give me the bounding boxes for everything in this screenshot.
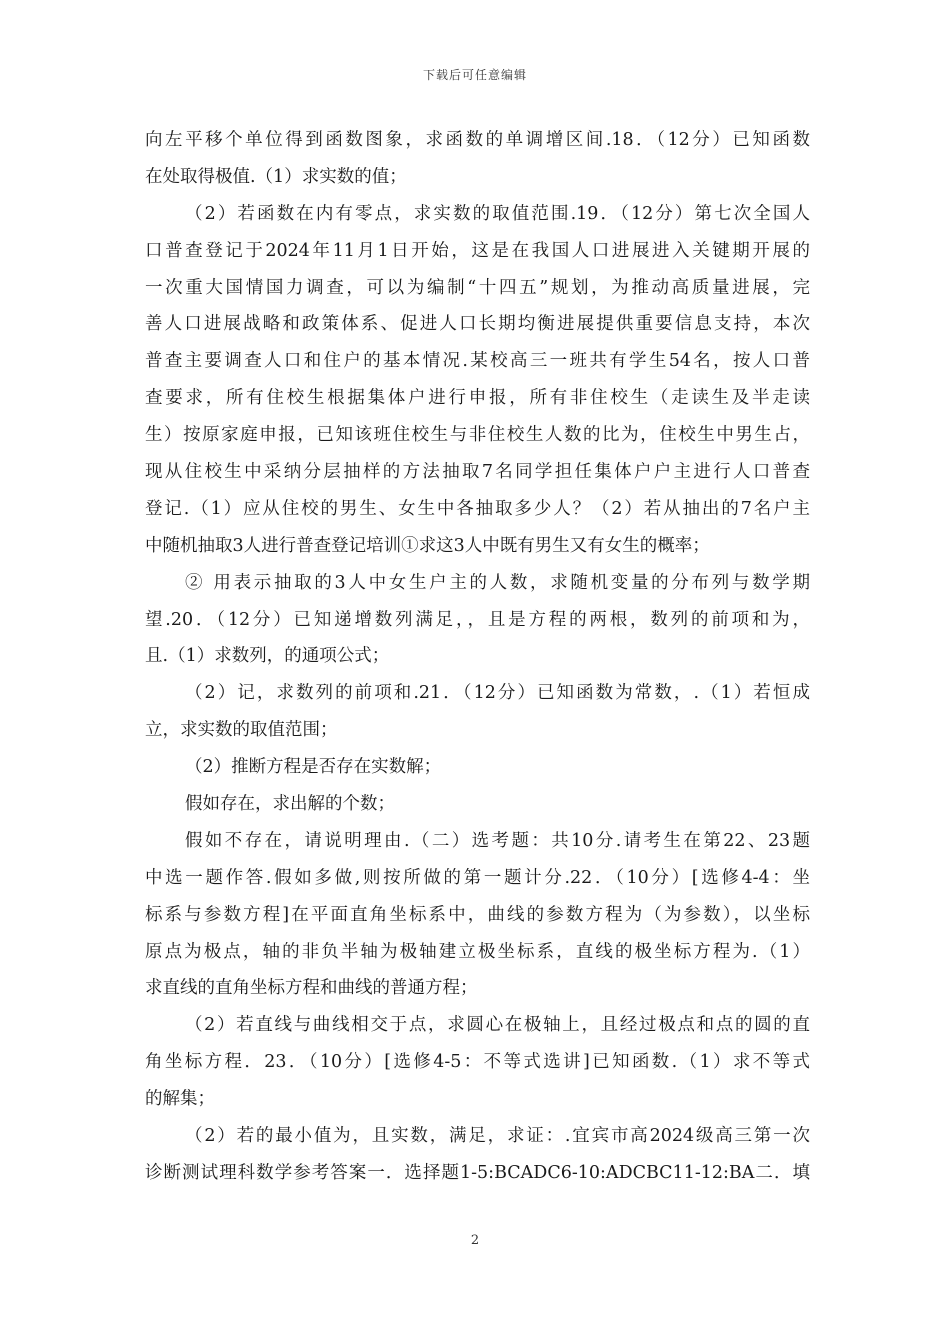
text-line: （2）若直线与曲线相交于点，求圆心在极轴上，且经过极点和点的圆的直	[185, 1015, 810, 1036]
text-line: （2）若函数在内有零点，求实数的取值范围.19．（12分）第七次全国人	[185, 203, 810, 224]
document-body	[145, 122, 810, 1192]
text-line: ② 用表示抽取的3人中女生户主的人数，求随机变量的分布列与数学期	[185, 572, 810, 593]
text-line: 普查主要调查人口和住户的基本情况.某校高三一班共有学生54名，按人口普	[145, 351, 810, 372]
text-line: 假如不存在，请说明理由.（二）选考题：共10分.请考生在第22、23题	[185, 830, 810, 851]
text-line: 善人口进展战略和政策体系、促进人口长期均衡进展提供重要信息支持，本次	[145, 314, 810, 335]
text-line: 向左平移个单位得到函数图象，求函数的单调增区间.18．（12分）已知函数	[145, 130, 810, 150]
page-header: 下载后可任意编辑	[422, 68, 527, 82]
text-line: 的解集；	[145, 1089, 215, 1110]
text-line: 口普查登记于2024年11月1日开始，这是在我国人口进展进入关键期开展的	[145, 240, 810, 261]
text-line: 登记.（1）应从住校的男生、女生中各抽取多少人？（2）若从抽出的7名户主	[145, 498, 810, 519]
text-line: 中选一题作答.假如多做,则按所做的第一题计分.22．（10分）[选修4-4：坐	[145, 867, 810, 888]
text-line: 生）按原家庭申报，已知该班住校生与非住校生人数的比为，住校生中男生占，	[145, 425, 810, 446]
text-line: 假如存在，求出解的个数；	[185, 794, 395, 815]
text-line: 原点为极点，轴的非负半轴为极轴建立极坐标系，直线的极坐标方程为.（1）	[145, 941, 810, 962]
text-line: 角坐标方程．23．（10分）[选修4-5：不等式选讲]已知函数.（1）求不等式	[145, 1052, 810, 1073]
text-line: 查要求，所有住校生根据集体户进行申报，所有非住校生（走读生及半走读	[145, 388, 810, 409]
text-line: 在处取得极值.（1）求实数的值；	[145, 166, 407, 187]
text-line: 求直线的直角坐标方程和曲线的普通方程；	[145, 978, 478, 999]
text-line: 中随机抽取3人进行普查登记培训①求这3人中既有男生又有女生的概率；	[145, 535, 710, 556]
text-line: 一次重大国情国力调查，可以为编制“十四五”规划，为推动高质量进展，完	[145, 277, 810, 298]
page-number: 2	[470, 1233, 480, 1248]
text-line: 标系与参数方程]在平面直角坐标系中，曲线的参数方程为（为参数），以坐标	[145, 904, 810, 925]
text-line: 望.20．（12分）已知递增数列满足，，且是方程的两根，数列的前项和为，	[145, 609, 810, 630]
text-line: 现从住校生中采纳分层抽样的方法抽取7名同学担任集体户户主进行人口普查	[145, 462, 810, 483]
text-line: （2）记，求数列的前项和.21．（12分）已知函数为常数，.（1）若恒成	[185, 683, 810, 704]
text-line: 诊断测试理科数学参考答案一．选择题1-5:BCADC6-10:ADCBC11-12:BA二．填	[145, 1162, 810, 1183]
text-line: 立，求实数的取值范围；	[145, 720, 338, 741]
text-line: 且.（1）求数列，的通项公式；	[145, 646, 390, 667]
text-line: （2）若的最小值为，且实数，满足，求证：.宜宾市高2024级高三第一次	[185, 1126, 810, 1147]
text-line: （2）推断方程是否存在实数解；	[185, 757, 442, 778]
